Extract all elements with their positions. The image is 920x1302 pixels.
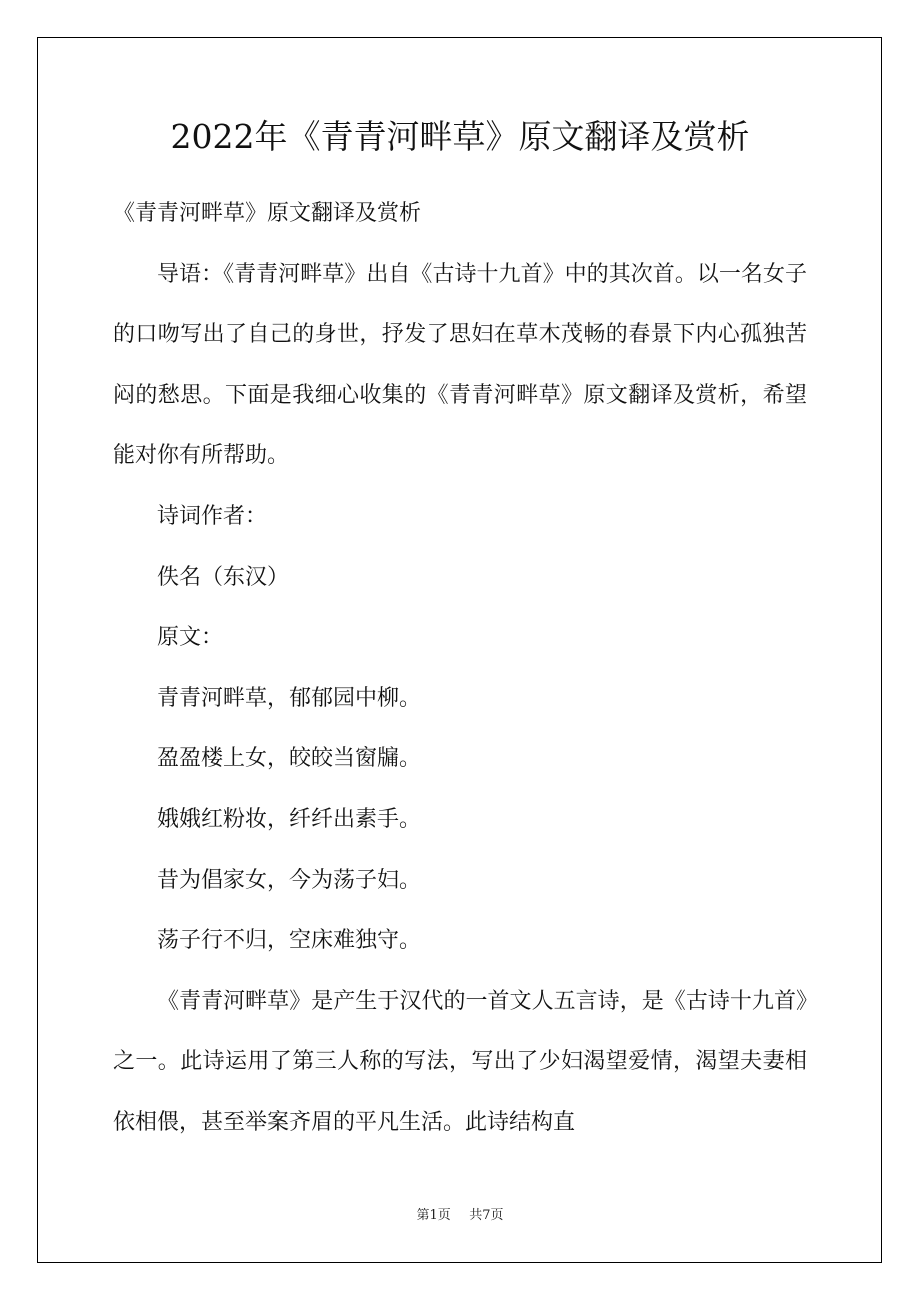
paragraph-analysis: 《青青河畔草》是产生于汉代的一首文人五言诗，是《古诗十九首》之一。此诗运用了第三人称的写法，写出了少妇渴望爱情，渴望夫妻相依相偎，甚至举案齐眉的平凡生活。此诗结构直	[113, 988, 807, 1135]
poem-line-5: 荡子行不归，空床难独守。	[157, 928, 422, 954]
page-footer	[0, 1206, 920, 1226]
total-pages: 共7页	[469, 1208, 504, 1223]
poem-line-1: 青青河畔草，郁郁园中柳。	[157, 685, 422, 711]
poem-line-3: 娥娥红粉妆，纤纤出素手。	[157, 806, 422, 832]
poem-line-2: 盈盈楼上女，皎皎当窗牖。	[157, 746, 422, 772]
paragraph-intro: 导语：《青青河畔草》出自《古诗十九首》中的其次首。以一名女子的口吻写出了自己的身世，抒发了思妇在草木茂畅的春景下内心孤独苦闷的愁思。下面是我细心收集的《青青河畔草》原文翻译及赏析，希望能对你有所帮助。	[113, 261, 807, 469]
paragraph-subtitle: 《青青河畔草》原文翻译及赏析	[113, 201, 422, 226]
paragraph-author: 佚名（东汉）	[157, 564, 290, 590]
poem-line-4: 昔为倡家女，今为荡子妇。	[157, 867, 422, 893]
document-title: 2022年《青青河畔草》原文翻译及赏析	[170, 117, 750, 156]
page-number: 第1页	[416, 1208, 451, 1223]
paragraph-author-label: 诗词作者：	[157, 503, 268, 529]
paragraph-original-label: 原文：	[157, 625, 224, 651]
document-body	[113, 184, 807, 1154]
